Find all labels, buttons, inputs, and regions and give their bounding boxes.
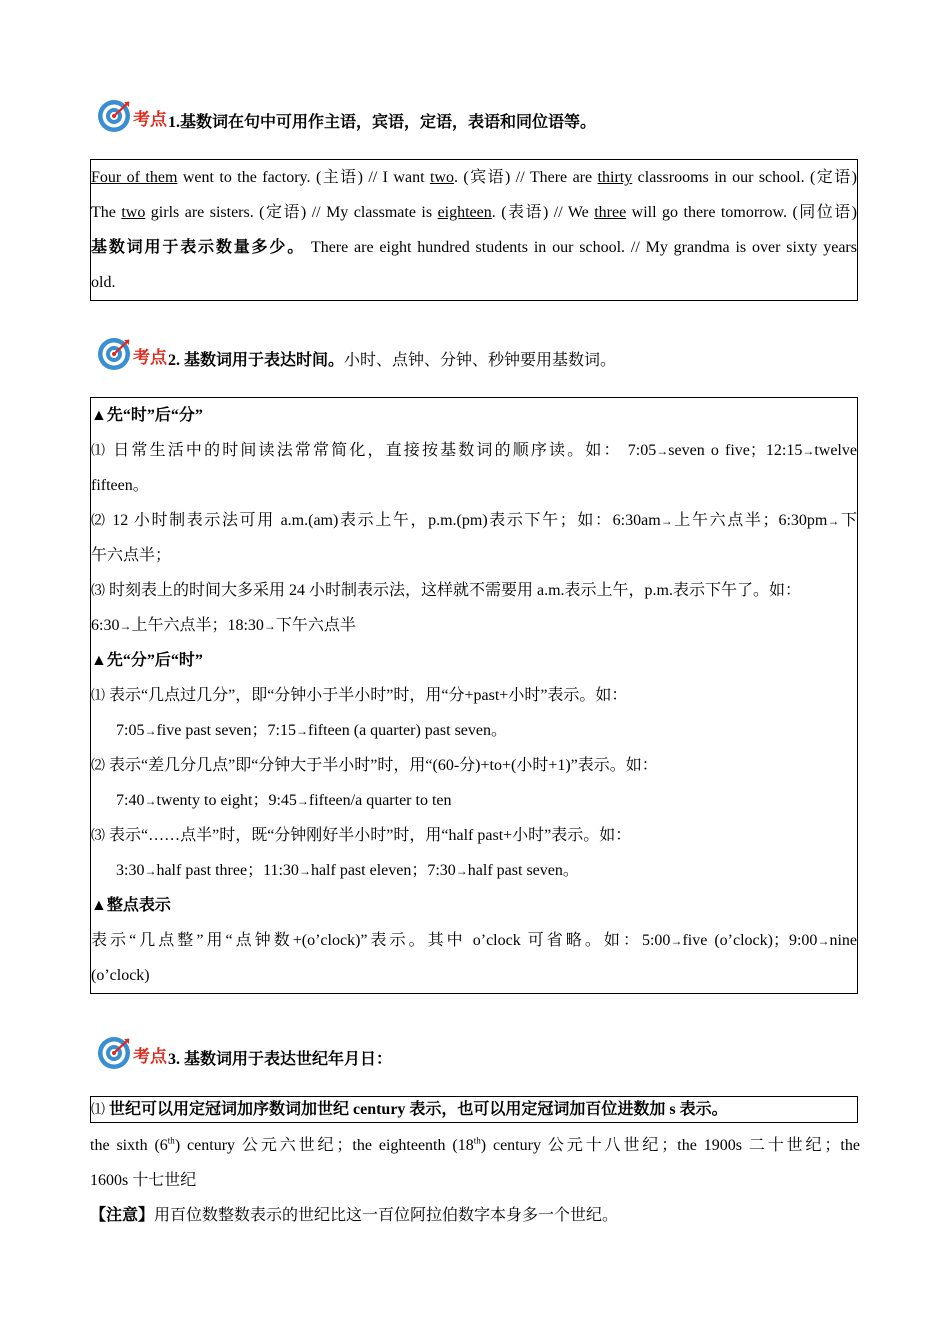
badge-label: 考点	[133, 1047, 167, 1067]
rule-line: 表示“几点整”用“点钟数+(o’clock)”表示。其中 o’clock 可省略。如：5:00→five (o’clock)；9:00→nine	[91, 932, 857, 949]
section-2-box	[90, 397, 858, 994]
rule-line: ⑵ 12 小时制表示法可用 a.m.(am)表示上午，p.m.(pm)表示下午；如：6:30am→上午六点半；6:30pm→下	[91, 512, 857, 529]
rule-line: 午六点半；	[91, 547, 172, 564]
rule-line: ⑴ 表示“几点过几分”，即“分钟小于半小时”时，用“分+past+小时”表示。如：	[91, 687, 628, 704]
target-icon	[96, 96, 168, 136]
example-line: 1600s 十七世纪	[90, 1172, 197, 1189]
badge-label: 考点	[133, 110, 167, 130]
rule-line: fifteen。	[91, 477, 149, 494]
subheading: ▲整点表示	[91, 897, 171, 914]
rule-line: ⑴ 日常生活中的时间读法常常简化，直接按基数词的顺序读。如： 7:05→seven o five；12:15→twelve	[91, 442, 857, 459]
subheading: ▲先“分”后“时”	[91, 652, 203, 669]
example-line: 7:05→five past seven；7:15→fifteen (a quarter) past seven。	[116, 722, 508, 739]
example-line: 7:40→twenty to eight；9:45→fifteen/a quarter to ten	[116, 792, 452, 809]
subheading: ▲先“时”后“分”	[91, 407, 203, 424]
note-label: 【注意】	[90, 1207, 155, 1224]
example-line: the sixth (6th) century 公元六世纪；the eighteenth (18th) century 公元十八世纪；the 1900s 二十世纪；the	[90, 1135, 860, 1154]
rule-line: ⑴ 世纪可以用定冠词加序数词加世纪 century 表示，也可以用定冠词加百位进数加 s 表示。	[91, 1101, 728, 1118]
target-icon	[96, 1033, 168, 1073]
section-3-body	[90, 1128, 860, 1233]
example-line: Four of them went to the factory. (主语) // I want two. (宾语) // There are thirty classrooms in our school. (定语)	[91, 169, 857, 186]
section-2-title: 2. 基数词用于表达时间。小时、点钟、分钟、秒钟要用基数词。	[168, 352, 617, 369]
section-3-box	[90, 1096, 858, 1123]
rule-line: ⑶ 时刻表上的时间大多采用 24 小时制表示法，这样就不需要用 a.m.表示上午，p.m.表示下午了。如：	[91, 582, 801, 599]
example-line: The two girls are sisters. (定语) // My classmate is eighteen. (表语) // We three will go there tomorrow. (同位语)	[91, 204, 857, 221]
badge-label: 考点	[133, 348, 167, 368]
section-2-heading	[96, 334, 866, 374]
section-1-title: 1.基数词在句中可用作主语，宾语，定语，表语和同位语等。	[168, 114, 597, 131]
rule-line: 6:30→上午六点半；18:30→下午六点半	[91, 617, 356, 634]
rule-line: ⑵ 表示“差几分几点”即“分钟大于半小时”时，用“(60-分)+to+(小时+1)”表示。如：	[91, 757, 658, 774]
rule-line: (o’clock)	[91, 967, 150, 984]
rule-line: ⑶ 表示“……点半”时，既“分钟刚好半小时”时，用“half past+小时”表示。如：	[91, 827, 632, 844]
example-line: 基数词用于表示数量多少。 There are eight hundred students in our school. // My grandma is over sixty years	[91, 239, 857, 256]
example-line: old.	[91, 274, 116, 291]
section-3-title: 3. 基数词用于表达世纪年月日：	[168, 1051, 393, 1068]
target-icon	[96, 334, 168, 374]
section-1-heading	[96, 96, 866, 136]
section-1-box	[90, 159, 858, 301]
note-line: 【注意】用百位数整数表示的世纪比这一百位阿拉伯数字本身多一个世纪。	[90, 1207, 619, 1224]
example-line: 3:30→half past three；11:30→half past eleven；7:30→half past seven。	[116, 862, 579, 879]
section-3-heading	[96, 1033, 866, 1073]
